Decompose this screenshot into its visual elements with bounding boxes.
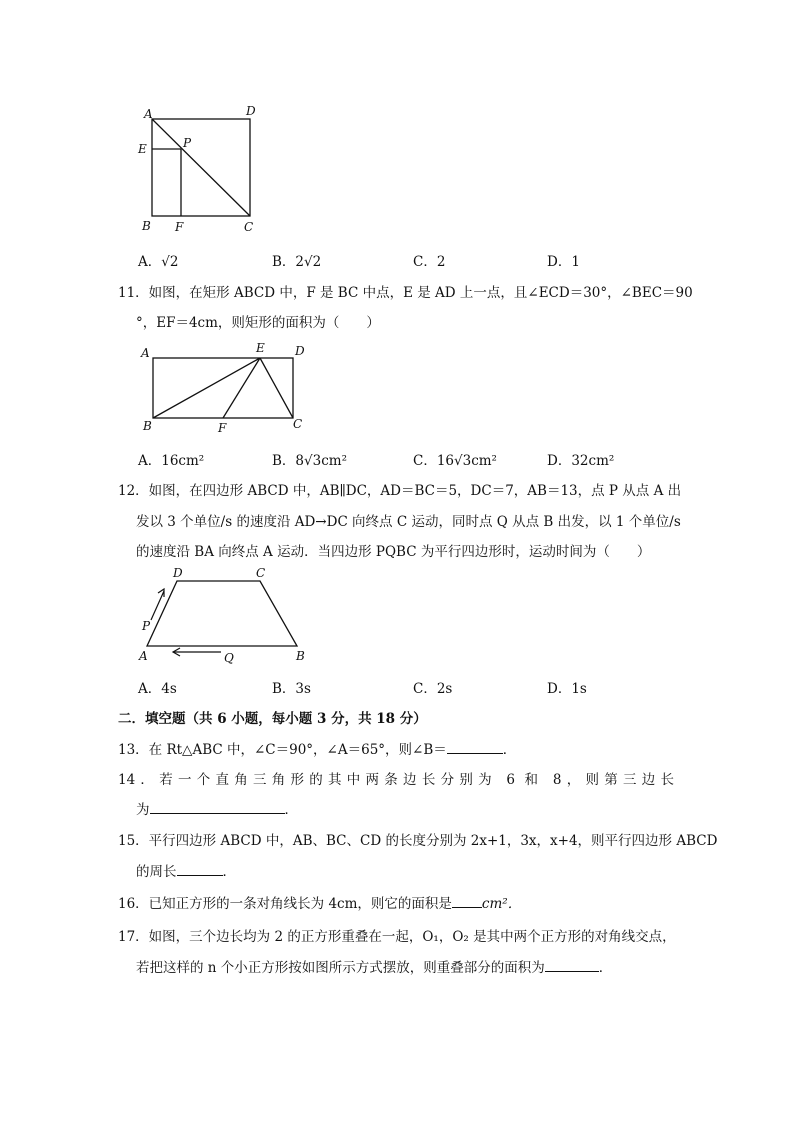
label-b: B — [296, 649, 305, 663]
q16-end: cm²． — [481, 896, 522, 912]
q12-text-line1: 12．如图，在四边形 ABCD 中，AB∥DC，AD＝BC＝5，DC＝7，AB＝13，点 P 从点 A 出 — [118, 483, 682, 499]
q10-option-c[interactable]: C．2 — [413, 254, 446, 270]
q11-text-line2: °，EF＝4cm，则矩形的面积为（ ） — [136, 315, 380, 331]
label-b: B — [143, 419, 152, 433]
q17-text2: 若把这样的 n 个小正方形按如图所示方式摆放，则重叠部分的面积为 — [136, 960, 545, 976]
q16-answer-blank[interactable] — [452, 895, 482, 908]
q15-end: ． — [222, 864, 236, 880]
q12-option-d[interactable]: D．1s — [547, 681, 587, 697]
q17-line1: 17．如图，三个边长均为 2 的正方形重叠在一起，O₁，O₂ 是其中两个正方形的对角线交点， — [118, 929, 676, 945]
label-d: D — [173, 566, 183, 580]
q12-text-line3: 的速度沿 BA 向终点 A 运动．当四边形 PQBC 为平行四边形时，运动时间为（ ） — [136, 544, 651, 560]
segment-ef — [223, 358, 260, 418]
q10-option-d[interactable]: D．1 — [547, 254, 580, 270]
q13-line — [118, 738, 516, 758]
q12-option-b[interactable]: B．3s — [272, 681, 311, 697]
figure-trapezoid-abcd — [135, 563, 315, 669]
segment-be — [153, 358, 260, 418]
label-q: Q — [224, 651, 234, 665]
q16-text: 16．已知正方形的一条对角线长为 4cm，则它的面积是 — [118, 896, 452, 912]
rectangle-outline — [153, 358, 293, 418]
q10-option-b[interactable]: B．2√2 — [272, 254, 322, 270]
label-d: D — [246, 104, 256, 118]
q17-answer-blank[interactable] — [545, 959, 599, 972]
label-d: D — [295, 344, 305, 358]
label-f: F — [218, 421, 227, 435]
label-f: F — [175, 220, 184, 234]
label-b: B — [142, 219, 151, 233]
label-c: C — [244, 220, 254, 234]
label-a: A — [139, 649, 148, 663]
q11-text-line1: 11．如图，在矩形 ABCD 中，F 是 BC 中点，E 是 AD 上一点，且∠ECD＝30°，∠BEC＝90 — [118, 285, 693, 301]
label-p: P — [183, 136, 192, 150]
section-fill-in-title: 二．填空题（共 6 小题，每小题 3 分，共 18 分） — [118, 711, 427, 727]
q13-end: ． — [502, 742, 517, 758]
q14-line1: 14．若一个直角三角形的其中两条边长分别为 6 和 8，则第三边长 — [118, 772, 674, 788]
q11-option-d[interactable]: D．32cm² — [547, 453, 615, 469]
q11-option-c[interactable]: C．16√3cm² — [413, 453, 497, 469]
diagonal-ac — [152, 119, 250, 216]
q15-line1: 15．平行四边形 ABCD 中，AB、BC、CD 的长度分别为 2x+1，3x，x+4，则平行四边形 ABCD — [118, 833, 718, 849]
q14-line2 — [136, 798, 298, 818]
q10-option-a[interactable]: A．√2 — [138, 254, 179, 270]
q13-answer-blank[interactable] — [447, 741, 503, 754]
label-e: E — [256, 341, 265, 355]
q11-option-b[interactable]: B．8√3cm² — [272, 453, 347, 469]
q12-option-a[interactable]: A．4s — [138, 681, 177, 697]
label-a: A — [144, 107, 153, 121]
label-p: P — [142, 619, 151, 633]
figure-square-abcd — [130, 100, 280, 240]
q15-text2: 的周长 — [136, 864, 177, 880]
q14-end: ． — [284, 802, 298, 818]
q13-text: 13．在 Rt△ABC 中，∠C＝90°，∠A＝65°，则∠B＝ — [118, 742, 447, 758]
q14-text2: 为 — [136, 802, 150, 818]
q17-end: ． — [598, 960, 613, 976]
q15-answer-blank[interactable] — [177, 863, 223, 876]
segment-ec — [260, 358, 293, 418]
trapezoid-outline — [147, 581, 297, 646]
label-a: A — [141, 346, 150, 360]
figure-rectangle-abcd — [135, 338, 315, 438]
q17-line2 — [136, 956, 612, 976]
q12-option-c[interactable]: C．2s — [413, 681, 453, 697]
arrow-p-path — [151, 591, 164, 620]
q16-line — [118, 892, 521, 912]
q12-text-line2: 发以 3 个单位/s 的速度沿 AD→DC 向终点 C 运动，同时点 Q 从点 B 出发，以 1 个单位/s — [136, 514, 681, 530]
q11-option-a[interactable]: A．16cm² — [138, 453, 205, 469]
q14-answer-blank[interactable] — [150, 801, 285, 814]
label-c: C — [256, 566, 266, 580]
label-c: C — [293, 417, 303, 431]
label-e: E — [138, 142, 147, 156]
q15-line2 — [136, 860, 236, 880]
